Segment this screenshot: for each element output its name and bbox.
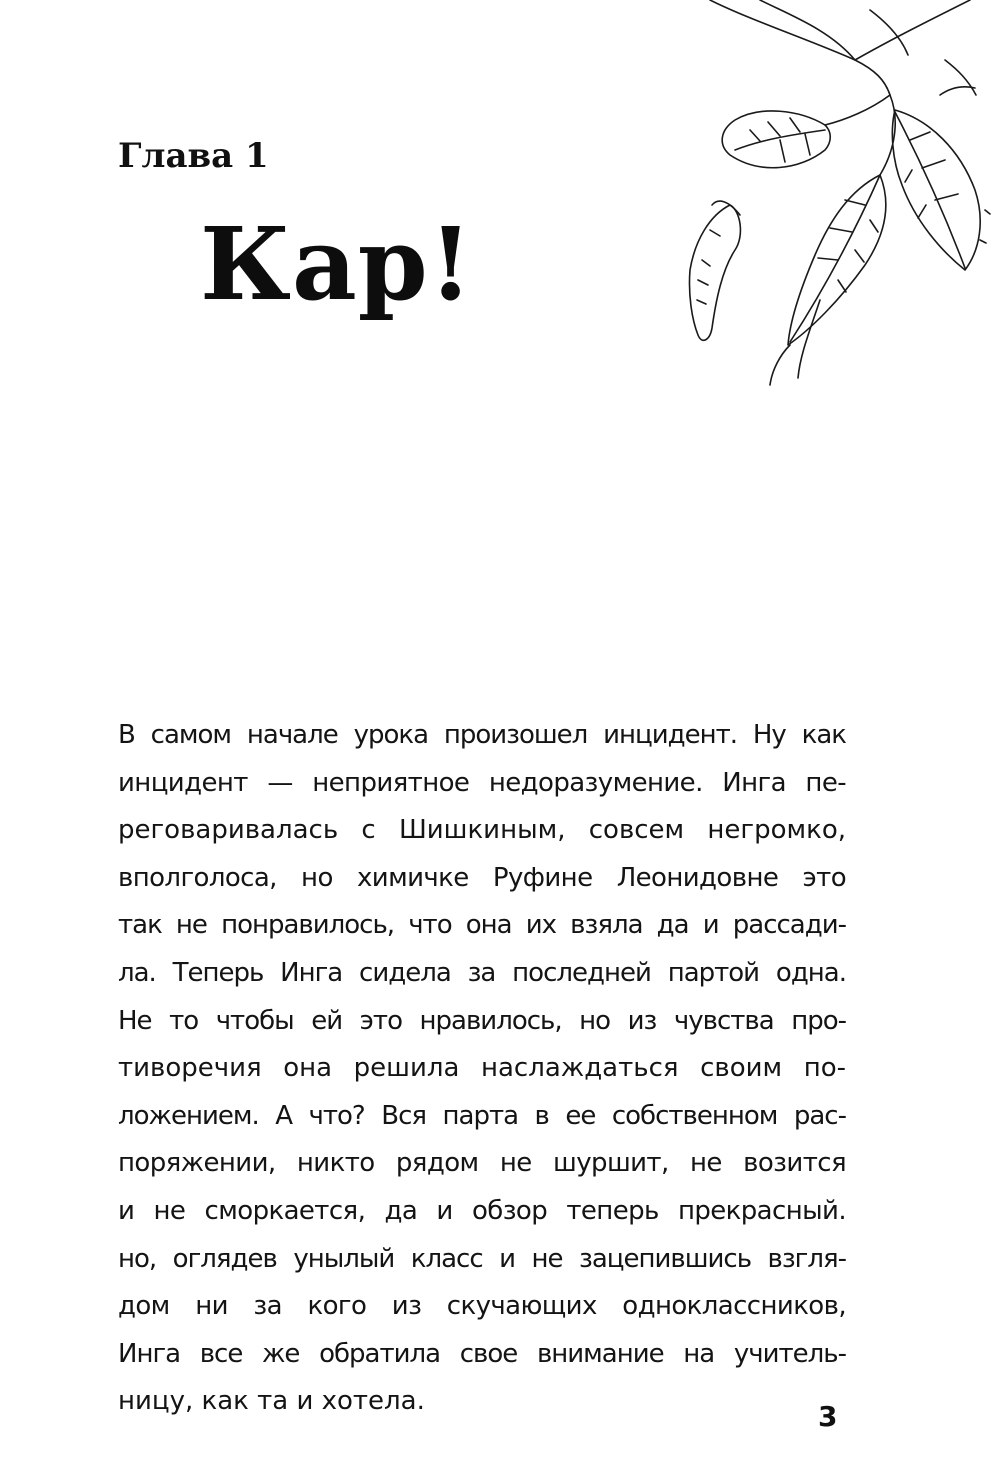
body-line: поряжении, никто рядом не шуршит, не возится: [118, 1148, 846, 1179]
body-line: ложением. А что? Вся парта в ее собственном рас-: [118, 1100, 846, 1131]
body-line: тиворечия она решила наслаждаться своим по-: [118, 1053, 846, 1084]
body-line: так не понравилось, что она их взяла да и рассади-: [118, 910, 846, 941]
leaves-illustration-icon: [640, 0, 1000, 390]
chapter-title: Кар!: [200, 205, 474, 323]
body-line: дом ни за кого из скучающих одноклассников,: [118, 1291, 846, 1322]
body-paragraph: [118, 712, 846, 1426]
body-line: ла. Теперь Инга сидела за последней партой одна.: [118, 957, 846, 988]
body-line: инцидент — неприятное недоразумение. Инга пе-: [118, 767, 846, 798]
body-line: Инга все же обратила свое внимание на учитель-: [118, 1338, 846, 1369]
body-line: реговаривалась с Шишкиным, совсем негромко,: [118, 815, 846, 846]
body-line: Не то чтобы ей это нравилось, но из чувства про-: [118, 1005, 846, 1036]
chapter-label: Глава 1: [118, 136, 269, 176]
body-line: вполголоса, но химичке Руфине Леонидовне это: [118, 862, 846, 893]
body-line: и не сморкается, да и обзор теперь прекрасный.: [118, 1195, 846, 1226]
body-line: но, оглядев унылый класс и не зацепившись взгля-: [118, 1243, 846, 1274]
body-line: В самом начале урока произошел инцидент. Ну как: [118, 720, 846, 750]
page-number: 3: [818, 1400, 838, 1433]
body-line: ницу, как та и хотела.: [118, 1386, 425, 1417]
